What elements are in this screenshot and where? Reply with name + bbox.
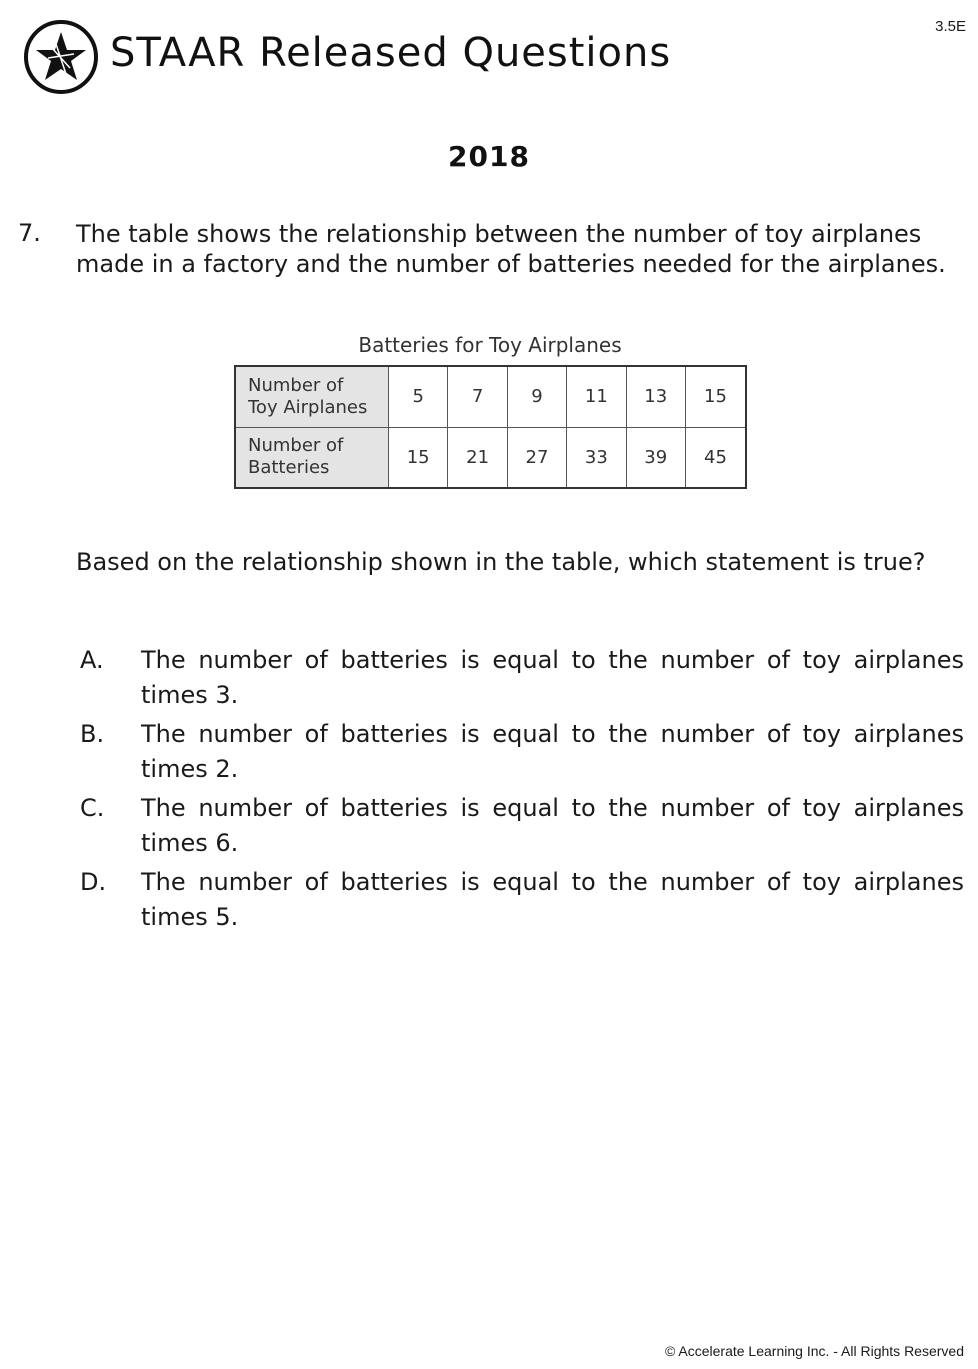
choice-text: The number of batteries is equal to the number of toy airplanes times 3.	[141, 646, 964, 709]
choice-a[interactable]	[80, 643, 964, 713]
choice-text: The number of batteries is equal to the number of toy airplanes times 2.	[141, 720, 964, 783]
table-row-airplanes	[235, 366, 746, 427]
choice-b[interactable]	[80, 717, 964, 787]
choice-text: The number of batteries is equal to the number of toy airplanes times 5.	[141, 868, 964, 931]
choice-letter: D.	[80, 868, 107, 896]
table-title: Batteries for Toy Airplanes	[358, 333, 622, 357]
table-cell: 5	[389, 366, 448, 427]
table-cell: 15	[685, 366, 746, 427]
answer-choices	[80, 643, 964, 939]
choice-d[interactable]	[80, 865, 964, 935]
standard-code: 3.5E	[935, 18, 966, 35]
row-header-airplanes: Number of Toy Airplanes	[235, 366, 389, 427]
table-cell: 39	[626, 427, 685, 488]
choice-text: The number of batteries is equal to the number of toy airplanes times 6.	[141, 794, 964, 857]
choice-letter: A.	[80, 646, 104, 674]
copyright-footer: © Accelerate Learning Inc. - All Rights Reserved	[664, 1343, 964, 1359]
table-cell: 13	[626, 366, 685, 427]
question-text: The table shows the relationship between the number of toy airplanes made in a factory and the number of batteries needed for the airplanes.	[76, 220, 946, 278]
table-cell: 7	[448, 366, 507, 427]
choice-letter: B.	[80, 720, 105, 748]
table-cell: 15	[389, 427, 448, 488]
table-cell: 11	[567, 366, 626, 427]
table-cell: 33	[567, 427, 626, 488]
table-cell: 21	[448, 427, 507, 488]
table-cell: 45	[685, 427, 746, 488]
data-table	[234, 365, 747, 489]
table-cell: 27	[507, 427, 566, 488]
question-prompt: Based on the relationship shown in the table, which statement is true?	[76, 548, 926, 576]
table-row-batteries	[235, 427, 746, 488]
question-number: 7.	[18, 219, 41, 247]
choice-letter: C.	[80, 794, 105, 822]
star-circle-icon	[22, 18, 100, 96]
page-title: STAAR Released Questions	[110, 30, 672, 76]
choice-c[interactable]	[80, 791, 964, 861]
row-header-batteries: Number of Batteries	[235, 427, 389, 488]
table-cell: 9	[507, 366, 566, 427]
year-heading: 2018	[448, 140, 530, 173]
